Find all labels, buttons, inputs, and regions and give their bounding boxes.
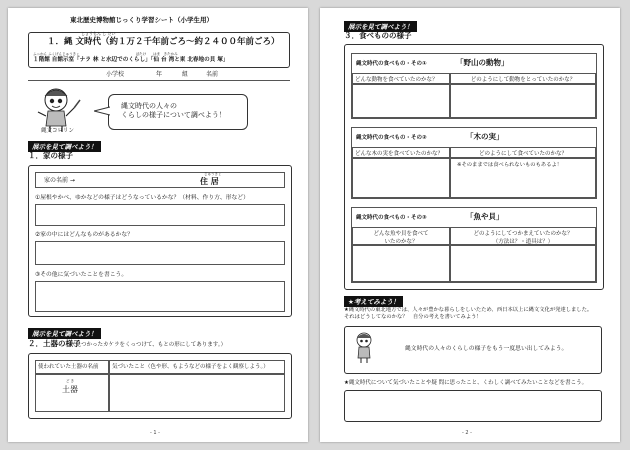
house-box — [28, 165, 292, 317]
food3-col2-header: どのようにしてつかまえていたのかな？ （方法は？・道具は？） — [450, 227, 596, 245]
page-1 — [8, 8, 308, 442]
question-2: ②家の中にはどんなものがあるかな？ — [35, 232, 133, 238]
think-banner: ★考えてみよう！ — [344, 296, 403, 307]
food1-col1-header: どんな動物を食べていたのかな？ — [352, 73, 450, 84]
section-banner-2: 展示を見て調べよう！ — [28, 328, 101, 339]
food2-answer-2[interactable] — [450, 158, 596, 198]
pottery-box — [28, 353, 292, 419]
food3-answer-1[interactable] — [352, 245, 450, 282]
pottery-notes-cell[interactable] — [109, 374, 285, 412]
sheet-header: 東北歴史博物館じっくり学習シート（小学生用） — [70, 16, 213, 24]
food3-col1-header: どんな魚や貝を食べて いたのかな？ — [352, 227, 450, 245]
food2-col2-header: どのようにして食べていたのかな？ — [450, 147, 596, 158]
house-name-row — [35, 172, 285, 188]
page-number-1: - 1 - — [150, 430, 160, 436]
section2-note: （見つかったカケラをくっつけて、もとの形にしてあります。） — [70, 342, 227, 348]
food-label-3: 縄文時代の食べもの・その③ — [356, 215, 427, 221]
food-title-1: 「野山の動物」 — [456, 58, 509, 67]
section1-title: １．家の様子 — [28, 151, 73, 160]
question-1: ①屋根やかべ、ゆかなどの様子はどうなっているかな？（材料、作り方、形など） — [35, 195, 249, 201]
page-number-2: - 2 - — [462, 430, 472, 436]
section-banner-1: 展示を見て調べよう！ — [28, 141, 101, 152]
food1-col2-header: どのようにして動物をとっていたのかな？ — [450, 73, 596, 84]
food2-col1-header: どんな木の実を食べていたのかな？ — [352, 147, 450, 158]
food-section-animals — [351, 53, 597, 119]
food1-answer-1[interactable] — [352, 84, 450, 118]
house-name-label: 家の名前 → — [44, 177, 75, 184]
think-prompt: ★縄文時代の東北地方では、人々が豊かな暮らしをしいたため、西日本以上に縄文文化が発達しました。 それはどうしてなのかな？ 自分の考えを書いてみよう！ — [344, 307, 593, 321]
question-3: ③その他に気づいたことを書こう。 — [35, 272, 128, 278]
class-label: 組 — [182, 71, 189, 78]
think-answer-box[interactable] — [344, 326, 602, 374]
title-box — [28, 32, 290, 68]
food-label-1: 縄文時代の食べもの・その① — [356, 61, 427, 67]
subtitle: １階館 自館示室「ナラ 林 と水辺でのくらし」「仙 台 湾と東 北春地の貝 塚」 — [33, 57, 229, 63]
final-answer-box[interactable] — [344, 390, 602, 422]
pottery-ruby: ど き — [66, 379, 75, 383]
house-name-value: 住 居 — [200, 177, 219, 186]
pottery-header-name: 使われていた土器の名前 — [35, 360, 109, 374]
food-section-fish — [351, 207, 597, 283]
section2-title: ２．土器の様子 — [28, 339, 81, 348]
section3-title: ３．食べものの様子 — [344, 31, 412, 40]
speech-bubble — [108, 94, 248, 130]
answer-box-3[interactable] — [35, 281, 285, 312]
bubble-tail-icon — [94, 106, 110, 116]
subtitle-ruby: ふっかん ふくげんじゅうきょ ばたけ はま きたかみ — [33, 52, 178, 56]
food-title-2: 「木の実」 — [466, 132, 504, 141]
page-2 — [320, 8, 620, 442]
food-banner: 展示を見て調べよう！ — [344, 21, 417, 32]
grade-label: 年 — [156, 71, 163, 78]
pottery-name-value: 土器 — [62, 385, 78, 394]
think-box-hint: 縄文時代の人々のくらしの様子をもう一度思い出してみよう。 — [405, 346, 568, 352]
mascot-small-icon — [351, 331, 377, 365]
food-label-2: 縄文時代の食べもの・その② — [356, 135, 427, 141]
food-section-nuts — [351, 127, 597, 199]
bubble-text: 縄文時代の人々の くらしの様子について調べよう！ — [121, 102, 226, 120]
answer-box-1[interactable] — [35, 204, 285, 226]
title-ruby: じょうもん じ だい — [81, 31, 116, 36]
school-label: 小学校 — [106, 71, 125, 78]
page-title: １．縄 文時代（約１万２千年前ごろ〜約２４００年前ごろ） — [47, 37, 280, 47]
final-prompt: ★縄文時代について気づいたことや疑 問に思ったこと、くわしく調べてみたいことなどを書こう。 — [344, 380, 588, 386]
house-ruby: じゅうきょ — [204, 172, 222, 176]
food-container — [344, 44, 604, 290]
mascot-name: 縄文コロリン — [41, 128, 75, 134]
pottery-header-notes: 気づいたこと（色や形、もようなどの様子をよく観察しよう。） — [109, 360, 285, 374]
food2-note: ※そのままでは食べられないものもあるよ！ — [457, 162, 563, 168]
food-title-3: 「魚や貝」 — [466, 212, 504, 221]
answer-box-2[interactable] — [35, 241, 285, 265]
pottery-name-cell — [35, 374, 109, 412]
food3-answer-2[interactable] — [450, 245, 596, 282]
food2-answer-1[interactable] — [352, 158, 450, 198]
name-row — [28, 70, 290, 81]
name-label: 名前 — [206, 71, 219, 78]
food1-answer-2[interactable] — [450, 84, 596, 118]
